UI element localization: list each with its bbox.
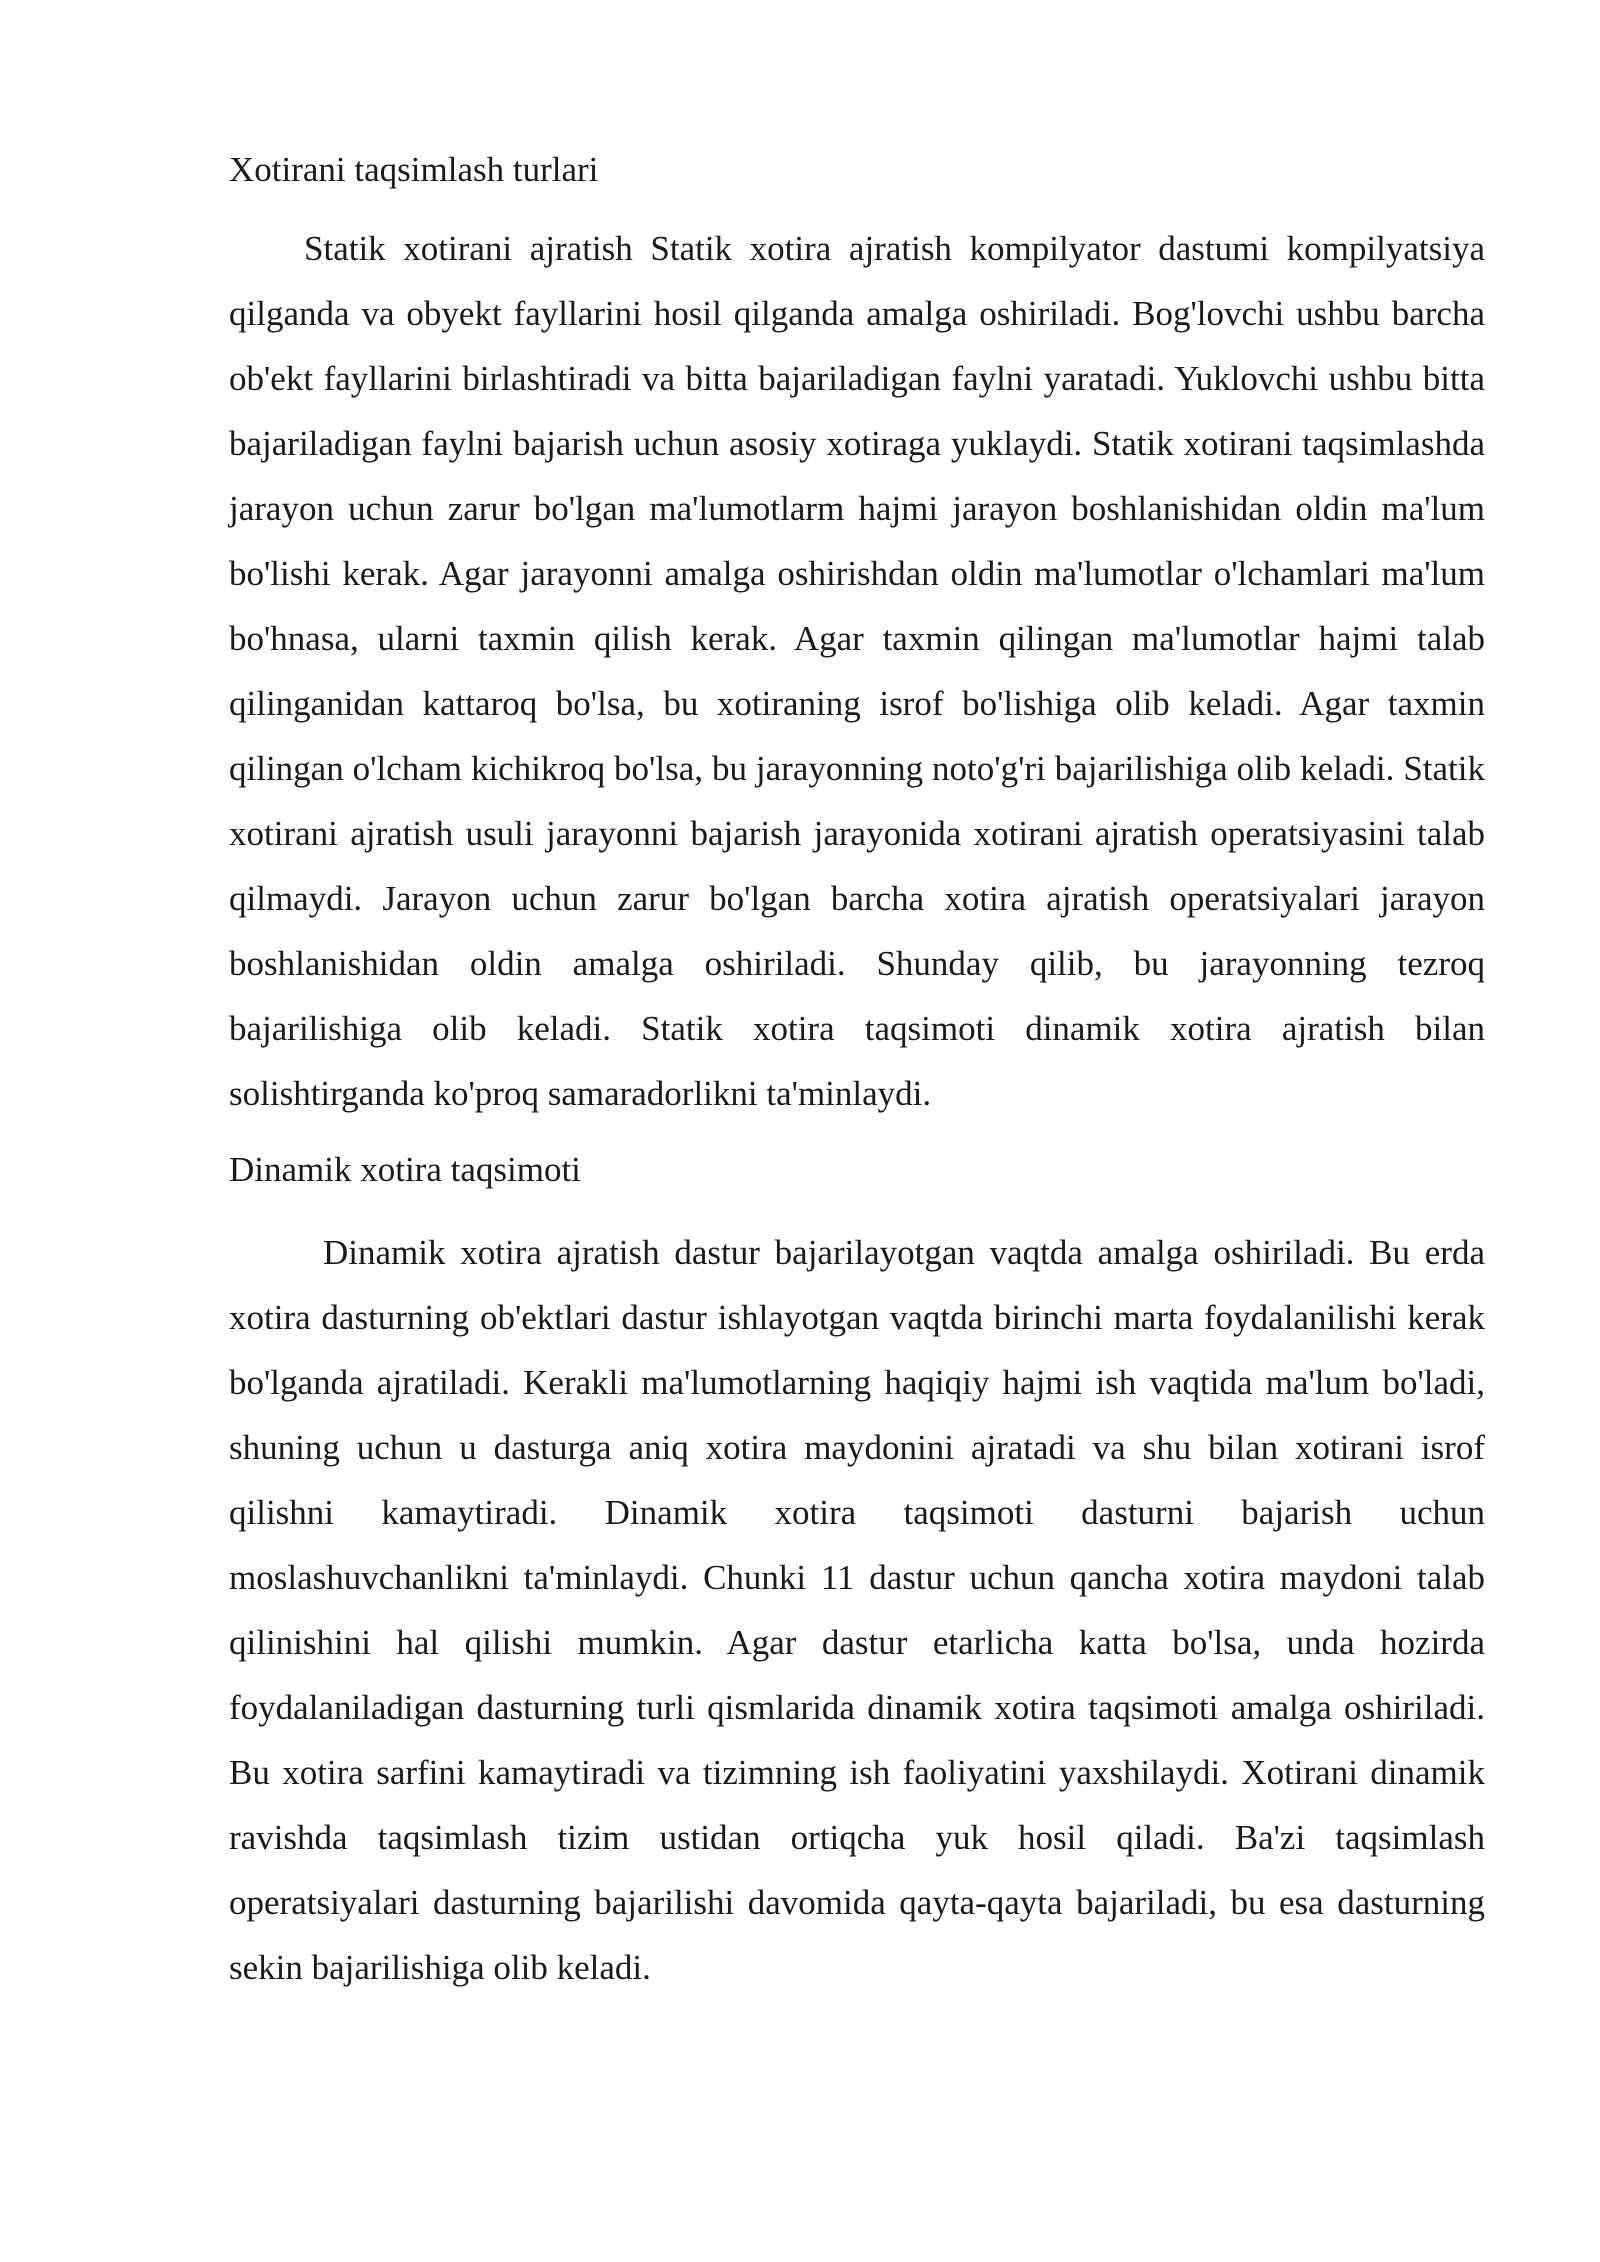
section-paragraph-static-allocation: Statik xotirani ajratish Statik xotira ajratish kompilyator dastumi kompilyatsiya qilganda va obyekt fayllarini hosil qilganda amalga oshiriladi. Bog'lovchi ushbu barcha ob'ekt fayllarini birlashtiradi va bitta bajariladigan faylni yaratadi. Yuklovchi ushbu bitta bajariladigan faylni bajarish uchun asosiy xotiraga yuklaydi. Statik xotirani taqsimlashda jarayon uchun zarur bo'lgan ma'lumotlarm hajmi jarayon boshlanishidan oldin ma'lum bo'lishi kerak. Agar jarayonni amalga oshirishdan oldin ma'lumotlar o'lchamlari ma'lum bo'hnasa, ularni taxmin qilish kerak. Agar taxmin qilingan ma'lumotlar hajmi talab qilinganidan kattaroq bo'lsa, bu xotiraning isrof bo'lishiga olib keladi. Agar taxmin qilingan o'lcham kichikroq bo'lsa, bu jarayonning noto'g'ri bajarilishiga olib keladi. Statik xotirani ajratish usuli jarayonni bajarish jarayonida xotirani ajratish operatsiyasini talab qilmaydi. Jarayon uchun zarur bo'lgan barcha xotira ajratish operatsiyalari jarayon boshlanishidan oldin amalga oshiriladi. Shunday qilib, bu jarayonning tezroq bajarilishiga olib keladi. Statik xotira taqsimoti dinamik xotira ajratish bilan solishtirganda ko'proq samaradorlikni ta'minlaydi. — [229, 229, 1485, 1113]
document-page — [229, 150, 1485, 2000]
section-heading-static-allocation: Xotirani taqsimlash turlari — [229, 150, 599, 189]
section-paragraph-dynamic-allocation: Dinamik xotira ajratish dastur bajarilayotgan vaqtda amalga oshiriladi. Bu erda xotira dasturning ob'ektlari dastur ishlayotgan vaqtda birinchi marta foydalanilishi kerak bo'lganda ajratiladi. Kerakli ma'lumotlarning haqiqiy hajmi ish vaqtida ma'lum bo'ladi, shuning uchun u dasturga aniq xotira maydonini ajratadi va shu bilan xotirani isrof qilishni kamaytiradi. Dinamik xotira taqsimoti dasturni bajarish uchun moslashuvchanlikni ta'minlaydi. Chunki 11 dastur uchun qancha xotira maydoni talab qilinishini hal qilishi mumkin. Agar dastur etarlicha katta bo'lsa, unda hozirda foydalaniladigan dasturning turli qismlarida dinamik xotira taqsimoti amalga oshiriladi. Bu xotira sarfini kamaytiradi va tizimning ish faoliyatini yaxshilaydi. Xotirani dinamik ravishda taqsimlash tizim ustidan ortiqcha yuk hosil qiladi. Ba'zi taqsimlash operatsiyalari dasturning bajarilishi davomida qayta-qayta bajariladi, bu esa dasturning sekin bajarilishiga olib keladi. — [229, 1233, 1485, 1987]
section-heading-dynamic-allocation: Dinamik xotira taqsimoti — [229, 1150, 581, 1189]
